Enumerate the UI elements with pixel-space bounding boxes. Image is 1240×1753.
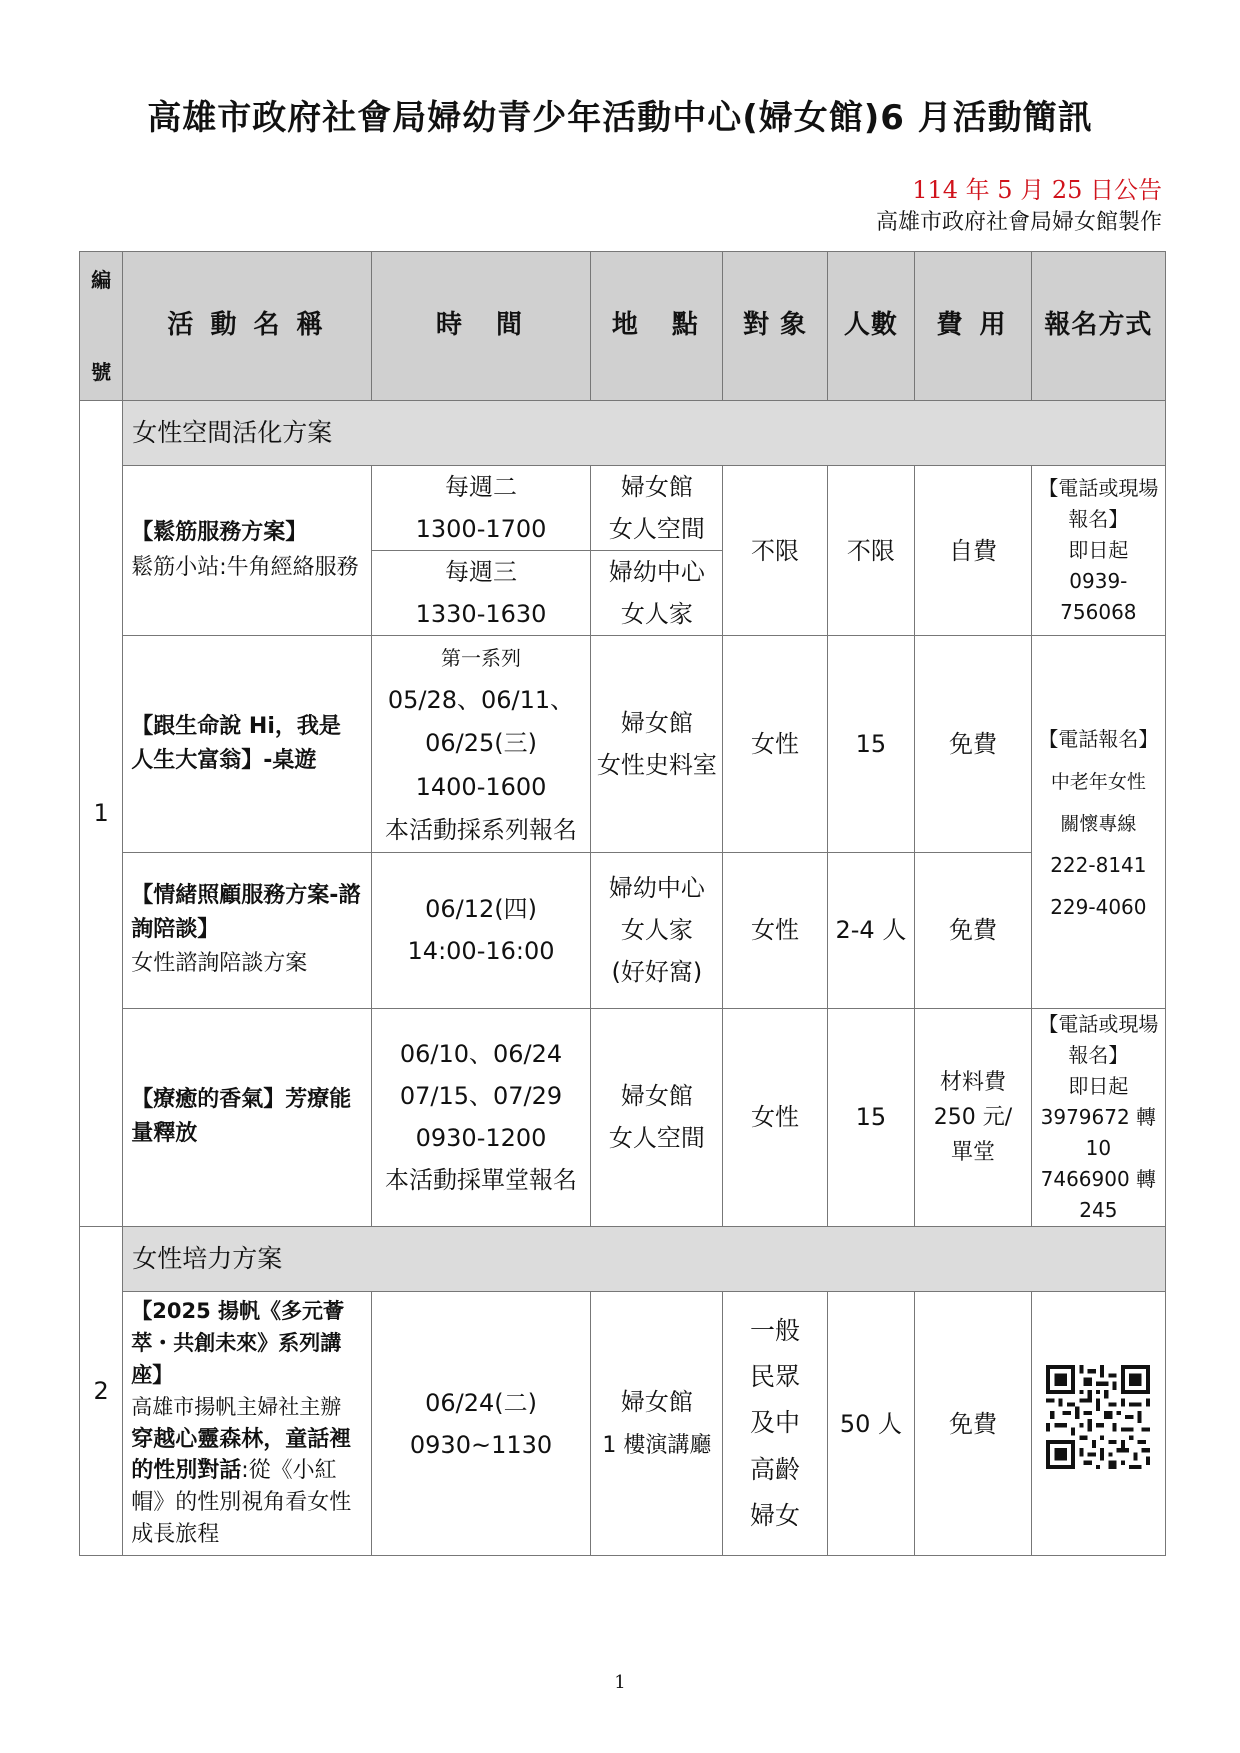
target-line: 及中 [749, 1408, 800, 1438]
header-activity-name: 活 動 名 稱 [123, 252, 371, 401]
activity-topic: :從《小紅帽》的性別視角看女性成長旅程 [131, 1458, 352, 1548]
fee-cell: 自費 [915, 466, 1031, 636]
place-cell [591, 852, 723, 1008]
producer-line: 高雄市政府社會局婦女館製作 [875, 210, 1162, 235]
place-line: 女人空間 [608, 1124, 705, 1153]
activity-name-bold: 【鬆筋服務方案】 [131, 520, 308, 546]
time-line: 1300-1700 [415, 515, 547, 543]
place-line: 女人空間 [608, 515, 705, 543]
table-row [80, 636, 1166, 853]
place-line: 婦幼中心 [608, 558, 705, 586]
header-number-bottom: 號 [91, 360, 112, 384]
header-row [80, 252, 1166, 401]
signup-cell [1031, 1291, 1165, 1555]
table-row [80, 1008, 1166, 1226]
time-line: 06/10、06/24 [399, 1040, 563, 1069]
activity-name-cell [123, 1291, 371, 1555]
target-cell: 不限 [723, 466, 827, 636]
place-line: 婦幼中心 [608, 874, 705, 903]
signup-line: 即日起 [1068, 538, 1129, 562]
page-number: 1 [614, 1672, 626, 1693]
time-cell [371, 551, 591, 636]
time-line: 每週三 [445, 558, 518, 586]
place-cell [591, 466, 723, 551]
fee-line: 材料費 [939, 1069, 1006, 1095]
place-cell [591, 636, 723, 853]
count-cell: 不限 [827, 466, 915, 636]
signup-line: 關懷專線 [1060, 812, 1137, 835]
section-row [80, 1226, 1166, 1291]
activity-schedule-table [79, 251, 1166, 1556]
time-line: 0930-1200 [415, 1124, 547, 1153]
time-line: 本活動採系列報名 [385, 815, 578, 844]
activity-description: 女性諮詢陪談方案 [131, 951, 308, 977]
target-cell [723, 1291, 827, 1555]
time-cell [371, 852, 591, 1008]
place-line: 婦女館 [620, 473, 693, 501]
signup-line: 【電話報名】 [1038, 726, 1159, 751]
time-cell [371, 1291, 591, 1555]
target-cell: 女性 [723, 1008, 827, 1226]
time-cell [371, 1008, 591, 1226]
time-line: 14:00-16:00 [407, 937, 555, 966]
place-line: 女人家 [620, 600, 693, 628]
signup-line: 【電話或現場報名】 [1038, 476, 1159, 531]
activity-name-bold: 【療癒的香氣】芳療能量釋放 [131, 1087, 352, 1147]
section-row [80, 401, 1166, 466]
header-time: 時 間 [371, 252, 591, 401]
activity-name-cell [123, 466, 371, 636]
activity-name-bold: 【情緒照顧服務方案-諮詢陪談】 [131, 883, 361, 943]
announcement-date: 114 年 5 月 25 日公告 [912, 176, 1162, 204]
time-cell [371, 466, 591, 551]
fee-cell [915, 1008, 1031, 1226]
signup-line: 245 [1079, 1197, 1118, 1222]
header-count: 人數 [827, 252, 915, 401]
place-cell [591, 1291, 723, 1555]
section-title: 女性培力方案 [123, 1226, 1166, 1291]
header-number [80, 252, 123, 401]
signup-line: 中老年女性 [1050, 770, 1146, 793]
signup-line: 229-4060 [1050, 894, 1147, 919]
table-row [80, 1291, 1166, 1555]
fee-line: 250 元/ [933, 1104, 1013, 1130]
target-cell: 女性 [723, 852, 827, 1008]
signup-line: 【電話或現場報名】 [1038, 1011, 1159, 1067]
place-line: 婦女館 [620, 1388, 693, 1417]
time-line: 0930~1130 [409, 1430, 553, 1459]
place-line: 1 樓演講廳 [602, 1433, 712, 1459]
activity-name-bold: 【跟生命說 Hi，我是人生大富翁】-桌遊 [131, 713, 341, 773]
table-row [80, 852, 1166, 1008]
signup-line: 7466900 轉 [1040, 1166, 1157, 1191]
activity-description: 鬆筋小站:牛角經絡服務 [131, 554, 359, 580]
time-line: 06/12(四) [425, 895, 537, 924]
place-line: 婦女館 [620, 708, 693, 737]
time-line: 第一系列 [441, 646, 522, 670]
signup-line: 即日起 [1068, 1073, 1129, 1098]
header-fee: 費 用 [915, 252, 1031, 401]
signup-line: 0939-756068 [1060, 569, 1137, 624]
time-line: 本活動採單堂報名 [385, 1166, 578, 1195]
signup-line: 3979672 轉 [1040, 1104, 1157, 1129]
section-title: 女性空間活化方案 [123, 401, 1166, 466]
activity-organizer: 高雄市揚帆主婦社主辦 [131, 1394, 342, 1419]
header-signup: 報名方式 [1031, 252, 1165, 401]
count-cell: 2-4 人 [827, 852, 915, 1008]
time-line: 1400-1600 [415, 772, 547, 801]
count-cell: 15 [827, 1008, 915, 1226]
signup-line: 10 [1085, 1135, 1112, 1160]
place-line: 婦女館 [620, 1082, 693, 1111]
place-cell [591, 551, 723, 636]
time-line: 07/15、07/29 [399, 1082, 563, 1111]
target-line: 婦女 [749, 1500, 800, 1530]
signup-cell [1031, 636, 1165, 1009]
fee-cell: 免費 [915, 852, 1031, 1008]
activity-topic-bold: 穿越心靈森林，童話裡的性別對話 [131, 1426, 352, 1484]
signup-cell [1031, 466, 1165, 636]
time-line: 06/24(二) [425, 1388, 537, 1417]
activity-name-cell [123, 1008, 371, 1226]
count-cell: 15 [827, 636, 915, 853]
signup-cell [1031, 1008, 1165, 1226]
place-cell [591, 1008, 723, 1226]
target-line: 一般 [749, 1315, 800, 1345]
target-cell: 女性 [723, 636, 827, 853]
time-line: 1330-1630 [415, 600, 547, 628]
target-line: 民眾 [749, 1362, 800, 1392]
time-cell [371, 636, 591, 853]
place-line: 女性史料室 [596, 750, 717, 779]
header-target: 對 象 [723, 252, 827, 401]
activity-name-cell [123, 636, 371, 853]
time-line: 05/28、06/11、06/25(三) [387, 686, 575, 758]
place-line: (好好窩) [611, 958, 703, 987]
time-line: 每週二 [445, 473, 518, 501]
signup-line: 222-8141 [1050, 852, 1147, 877]
count-cell: 50 人 [827, 1291, 915, 1555]
table-row [80, 466, 1166, 551]
header-number-top: 編 [91, 268, 112, 292]
header-place: 地 點 [591, 252, 723, 401]
fee-cell: 免費 [915, 1291, 1031, 1555]
fee-line: 單堂 [950, 1140, 995, 1166]
qr-code-icon[interactable] [1046, 1365, 1150, 1469]
target-line: 高齡 [749, 1454, 800, 1484]
activity-name-bold: 【2025 揚帆《多元薈萃・共創未來》系列講座】 [131, 1298, 345, 1387]
activity-name-cell [123, 852, 371, 1008]
section-number: 1 [80, 401, 123, 1227]
place-line: 女人家 [620, 916, 693, 945]
section-number: 2 [80, 1226, 123, 1555]
document-title: 高雄市政府社會局婦幼青少年活動中心(婦女館)6 月活動簡訊 [147, 98, 1093, 138]
fee-cell: 免費 [915, 636, 1031, 853]
